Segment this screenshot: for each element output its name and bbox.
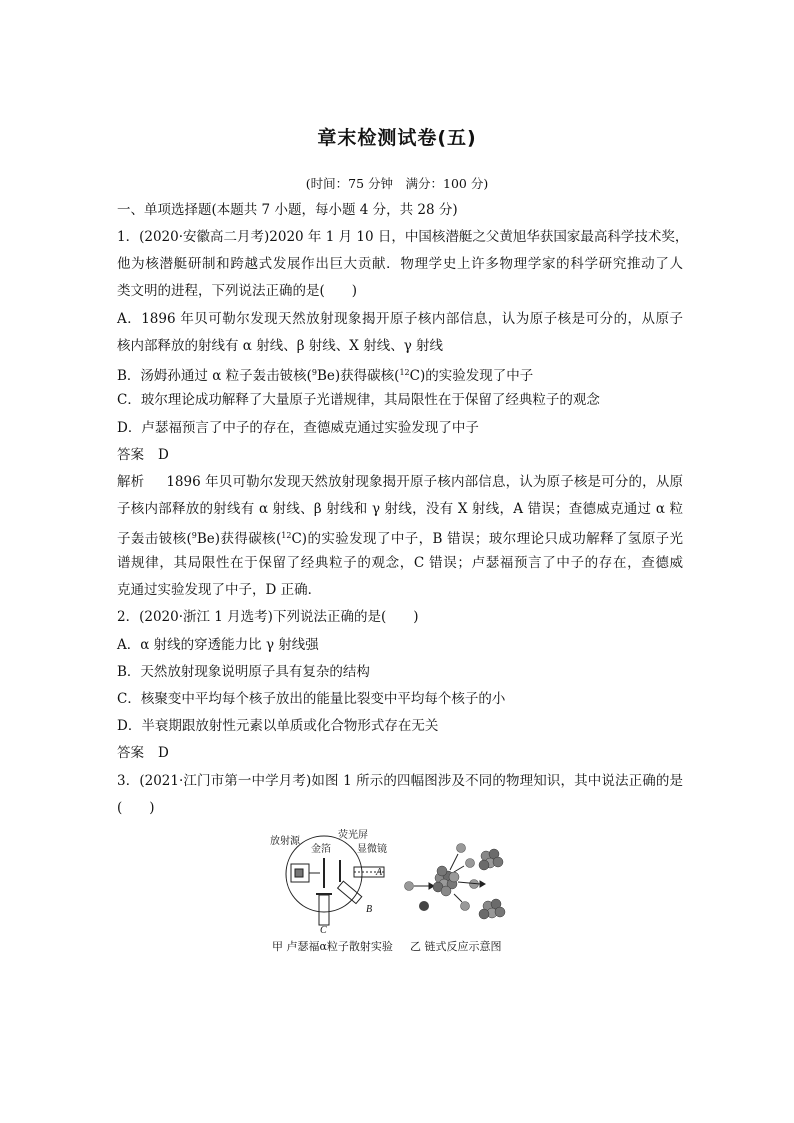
caption-chain-reaction: 乙 链式反应示意图 — [410, 940, 502, 953]
q2-option-c: C．核聚变中平均每个核子放出的能量比裂变中平均每个核子的小 — [117, 691, 506, 707]
exam-meta: (时间：75 分钟 满分：100 分) — [305, 176, 489, 191]
q1-explanation-line-5: 克通过实验发现了中子，D 正确． — [117, 582, 322, 598]
q3-stem-line-1: 3．(2021·江门市第一中学月考)如图 1 所示的四幅图涉及不同的物理知识，其中说法正确的是 — [117, 773, 683, 789]
q1-answer: 答案 D — [117, 447, 169, 463]
q3-stem-line-2: ( ) — [117, 800, 155, 816]
label-a: A — [376, 867, 383, 878]
label-microscope: 显微镜 — [357, 844, 387, 855]
uranium-nucleus — [433, 866, 459, 896]
q2-option-b: B．天然放射现象说明原子具有复杂的结构 — [117, 664, 370, 680]
label-b: B — [366, 904, 373, 915]
label-gold-foil: 金箔 — [311, 844, 331, 855]
q2-stem: 2．(2020·浙江 1 月选考)下列说法正确的是( ) — [117, 609, 419, 625]
radiation-source — [295, 869, 303, 877]
page-title: 章末检测试卷(五) — [317, 127, 477, 149]
q1-stem-line-1: 1．(2020·安徽高二月考)2020 年 1 月 10 日，中国核潜艇之父黄旭华获国家最高科学技术奖， — [117, 229, 689, 245]
q2-answer: 答案 D — [117, 745, 169, 761]
label-radiation-source: 放射源 — [270, 836, 300, 847]
dark-particle — [419, 901, 429, 911]
q2-option-a: A．α 射线的穿透能力比 γ 射线强 — [117, 637, 319, 653]
q1-explanation-line-2: 子核内部释放的射线有 α 射线、β 射线和 γ 射线，没有 X 射线，A 错误；查德威克通过 α 粒 — [117, 501, 683, 517]
q2-option-d: D．半衰期跟放射性元素以单质或化合物形式存在无关 — [117, 718, 439, 734]
q1-option-b: B．汤姆孙通过 α 粒子轰击铍核($^9$Be)获得碳核($^{12}$C)的实验发现了中子 — [117, 368, 534, 384]
caption-rutherford: 甲 卢瑟福α粒子散射实验 — [272, 940, 393, 953]
microscope-c — [319, 895, 329, 925]
label-fluorescent-screen: 荧光屏 — [338, 830, 368, 841]
fission-fragment-upper — [479, 849, 503, 870]
q1-option-d: D．卢瑟福预言了中子的存在，查德威克通过实验发现了中子 — [117, 420, 479, 436]
q1-explanation-line-1: 解析 1896 年贝可勒尔发现天然放射现象揭开原子核内部信息，认为原子核是可分的，从原 — [117, 474, 684, 490]
figure-1 — [258, 826, 548, 954]
q1-option-a-line-2: 核内部释放的射线有 α 射线、β 射线、X 射线、γ 射线 — [117, 338, 444, 354]
incoming-neutron — [405, 882, 414, 891]
q1-stem-line-2: 他为核潜艇研制和跨越式发展作出巨大贡献．物理学史上许多物理学家的科学研究推动了人 — [117, 256, 683, 272]
q1-explanation-line-4: 谱规律，其局限性在于保留了经典粒子的观念，C 错误；卢瑟福预言了中子的存在，查德威 — [117, 555, 683, 571]
fission-fragment-lower — [479, 899, 505, 919]
section-heading: 一、单项选择题(本题共 7 小题，每小题 4 分，共 28 分) — [117, 202, 458, 218]
q1-stem-line-3: 类文明的进程，下列说法正确的是( ) — [117, 283, 358, 299]
microscope-b — [338, 881, 362, 903]
q1-option-c: C．玻尔理论成功解释了大量原子光谱规律，其局限性在于保留了经典粒子的观念 — [117, 392, 600, 408]
chain-reaction-diagram — [405, 844, 506, 920]
q1-explanation-line-3: 子轰击铍核($^9$Be)获得碳核($^{12}$C)的实验发现了中子，B 错误；玻尔理论只成功解释了氢原子光 — [117, 531, 683, 547]
label-c: C — [320, 925, 327, 936]
q1-option-a-line-1: A．1896 年贝可勒尔发现天然放射现象揭开原子核内部信息，认为原子核是可分的，从原子 — [117, 311, 683, 327]
